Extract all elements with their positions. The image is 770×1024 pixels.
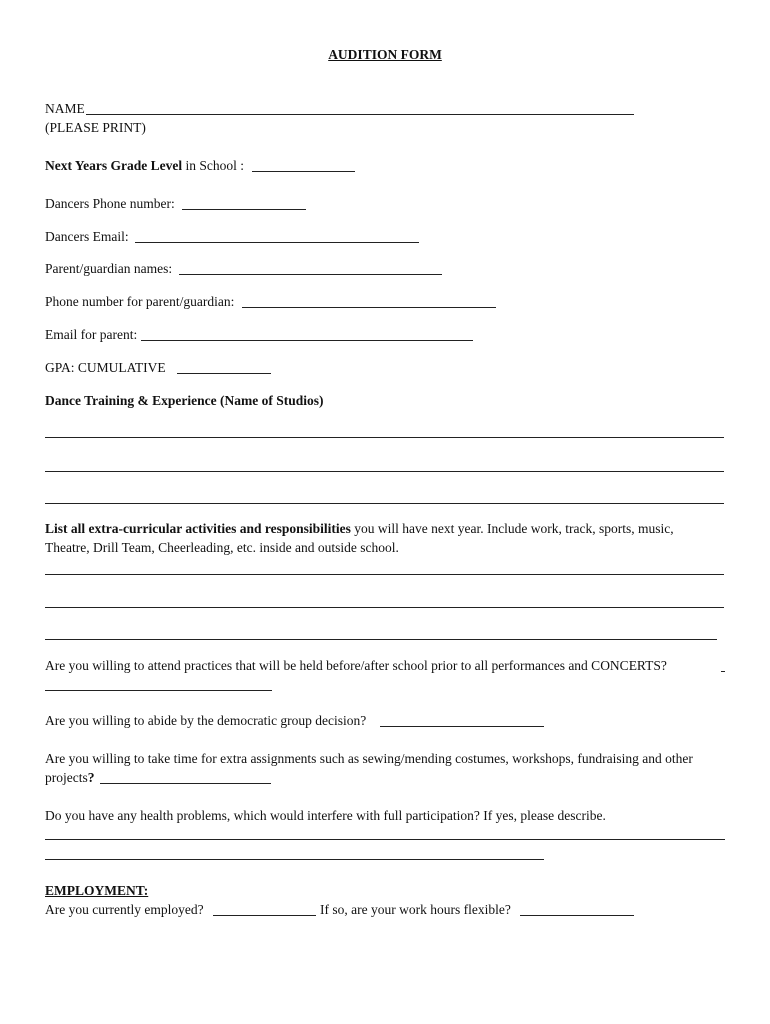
extra-assignments-question-line-2 bbox=[45, 770, 95, 786]
parent-phone-label: Phone number for parent/guardian: bbox=[45, 294, 235, 309]
dance-training-line-2[interactable] bbox=[45, 471, 724, 472]
health-question: Do you have any health problems, which would interfere with full participation? If yes, please describe. bbox=[45, 808, 606, 823]
grade-level-label-rest: in School : bbox=[182, 158, 244, 173]
gpa-field[interactable] bbox=[177, 373, 271, 374]
flexible-hours-answer-field[interactable] bbox=[520, 915, 634, 916]
grade-level-field[interactable] bbox=[252, 171, 355, 172]
extra-assignments-question-mark: ? bbox=[87, 770, 95, 785]
extracurricular-line-3[interactable] bbox=[45, 639, 717, 640]
grade-level-label bbox=[45, 158, 244, 174]
gpa-label: GPA: CUMULATIVE bbox=[45, 360, 166, 375]
form-title: AUDITION FORM bbox=[328, 47, 442, 62]
democratic-answer-field[interactable] bbox=[380, 726, 544, 727]
dance-training-label: Dance Training & Experience (Name of Studios) bbox=[45, 393, 324, 408]
dancer-email-field[interactable] bbox=[135, 242, 419, 243]
name-label: NAME bbox=[45, 101, 85, 116]
democratic-question: Are you willing to abide by the democratic group decision? bbox=[45, 713, 367, 728]
extra-assignments-answer-field[interactable] bbox=[100, 783, 271, 784]
parent-email-label: Email for parent: bbox=[45, 327, 138, 342]
extracurricular-line-2[interactable] bbox=[45, 607, 724, 608]
parent-names-label: Parent/guardian names: bbox=[45, 261, 173, 276]
dance-training-line-1[interactable] bbox=[45, 437, 724, 438]
extra-assignments-projects-word: projects bbox=[45, 770, 88, 785]
parent-names-field[interactable] bbox=[179, 274, 442, 275]
parent-phone-field[interactable] bbox=[242, 307, 496, 308]
dance-training-line-3[interactable] bbox=[45, 503, 724, 504]
extracurricular-prompt-bold: List all extra-curricular activities and responsibilities bbox=[45, 521, 351, 536]
dancer-email-label: Dancers Email: bbox=[45, 229, 129, 244]
grade-level-label-bold: Next Years Grade Level bbox=[45, 158, 183, 173]
name-field[interactable] bbox=[86, 114, 634, 115]
employment-heading: EMPLOYMENT: bbox=[45, 883, 149, 898]
employed-question: Are you currently employed? bbox=[45, 902, 204, 917]
health-answer-line-1[interactable] bbox=[45, 839, 725, 840]
practices-question: Are you willing to attend practices that will be held before/after school prior to all performances and CONCERTS? bbox=[45, 658, 667, 673]
flexible-hours-question: If so, are your work hours flexible? bbox=[320, 902, 511, 917]
name-note: (PLEASE PRINT) bbox=[45, 120, 146, 135]
extracurricular-line-1[interactable] bbox=[45, 574, 724, 575]
extracurricular-prompt bbox=[45, 521, 674, 537]
dancer-phone-field[interactable] bbox=[182, 209, 306, 210]
extracurricular-prompt-rest: you will have next year. Include work, track, sports, music, bbox=[350, 521, 674, 536]
extracurricular-prompt-line-2: Theatre, Drill Team, Cheerleading, etc. inside and outside school. bbox=[45, 540, 399, 555]
employed-answer-field[interactable] bbox=[213, 915, 316, 916]
practices-answer-field[interactable] bbox=[45, 690, 272, 691]
parent-email-field[interactable] bbox=[141, 340, 473, 341]
practices-stray-mark bbox=[721, 671, 725, 672]
health-answer-line-2[interactable] bbox=[45, 859, 544, 860]
dancer-phone-label: Dancers Phone number: bbox=[45, 196, 175, 211]
extra-assignments-question: Are you willing to take time for extra assignments such as sewing/mending costumes, workshops, fundraising and other bbox=[45, 751, 693, 766]
